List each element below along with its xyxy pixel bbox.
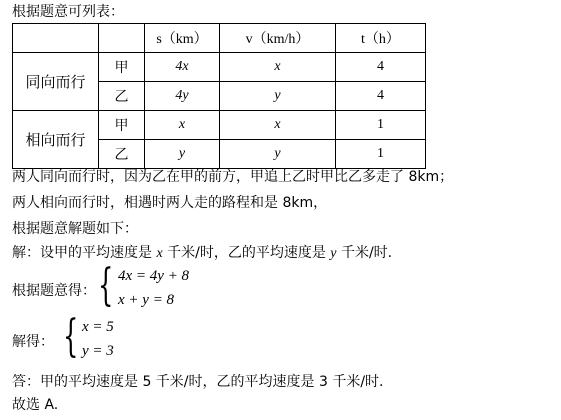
person-cell: 甲 <box>99 53 145 82</box>
person-cell: 甲 <box>99 111 145 140</box>
time-cell: 1 <box>336 140 426 169</box>
system-label: 根据题意得： <box>12 283 96 299</box>
solution-heading: 根据题意解题如下： <box>12 221 138 237</box>
distance-cell: x <box>145 111 220 140</box>
intro-text: 根据题意可列表： <box>12 4 124 20</box>
table-row <box>13 53 426 82</box>
variable-definition <box>12 243 392 264</box>
solution-x: x = 5 <box>82 319 114 335</box>
header-cell <box>99 24 145 53</box>
left-brace-icon: { <box>63 311 79 362</box>
distance-cell: 4x <box>145 53 220 82</box>
variable-x: x <box>156 246 163 261</box>
equation-system <box>12 260 232 314</box>
speed-cell: y <box>220 82 336 111</box>
motion-table <box>12 23 426 169</box>
time-cell: 1 <box>336 111 426 140</box>
header-cell-speed: v（km/h） <box>220 24 336 53</box>
distance-cell: 4y <box>145 82 220 111</box>
solution-label: 解得： <box>12 334 54 350</box>
group-label-opposite-direction: 相向而行 <box>13 111 99 169</box>
definition-text-3: 千米/时. <box>336 245 393 261</box>
group-label-same-direction: 同向而行 <box>13 53 99 111</box>
opposite-direction-explanation: 两人相向而行时，相遇时两人走的路程和是 8km， <box>12 195 328 211</box>
header-cell-time: t（h） <box>336 24 426 53</box>
left-brace-icon: { <box>98 260 114 311</box>
person-cell: 乙 <box>99 82 145 111</box>
person-cell: 乙 <box>99 140 145 169</box>
answer-text: 答：甲的平均速度是 5 千米/时，乙的平均速度是 3 千米/时. <box>12 374 384 390</box>
solution-y: y = 3 <box>82 343 114 359</box>
header-cell <box>13 24 99 53</box>
solution-system <box>12 311 172 365</box>
equation-2: x + y = 8 <box>118 292 175 308</box>
table-row <box>13 111 426 140</box>
speed-cell: y <box>220 140 336 169</box>
table-header-row <box>13 24 426 53</box>
time-cell: 4 <box>336 82 426 111</box>
header-cell-distance: s（km） <box>145 24 220 53</box>
distance-cell: y <box>145 140 220 169</box>
same-direction-explanation: 两人同向而行时，因为乙在甲的前方，甲追上乙时甲比乙多走了 8km； <box>12 169 454 185</box>
variable-y: y <box>330 246 337 261</box>
equation-1: 4x = 4y + 8 <box>118 268 190 284</box>
speed-cell: x <box>220 53 336 82</box>
definition-text-2: 千米/时，乙的平均速度是 <box>162 245 331 261</box>
choice-text: 故选 A. <box>12 397 59 413</box>
speed-cell: x <box>220 111 336 140</box>
definition-text-1: 解：设甲的平均速度是 <box>12 245 157 261</box>
time-cell: 4 <box>336 53 426 82</box>
